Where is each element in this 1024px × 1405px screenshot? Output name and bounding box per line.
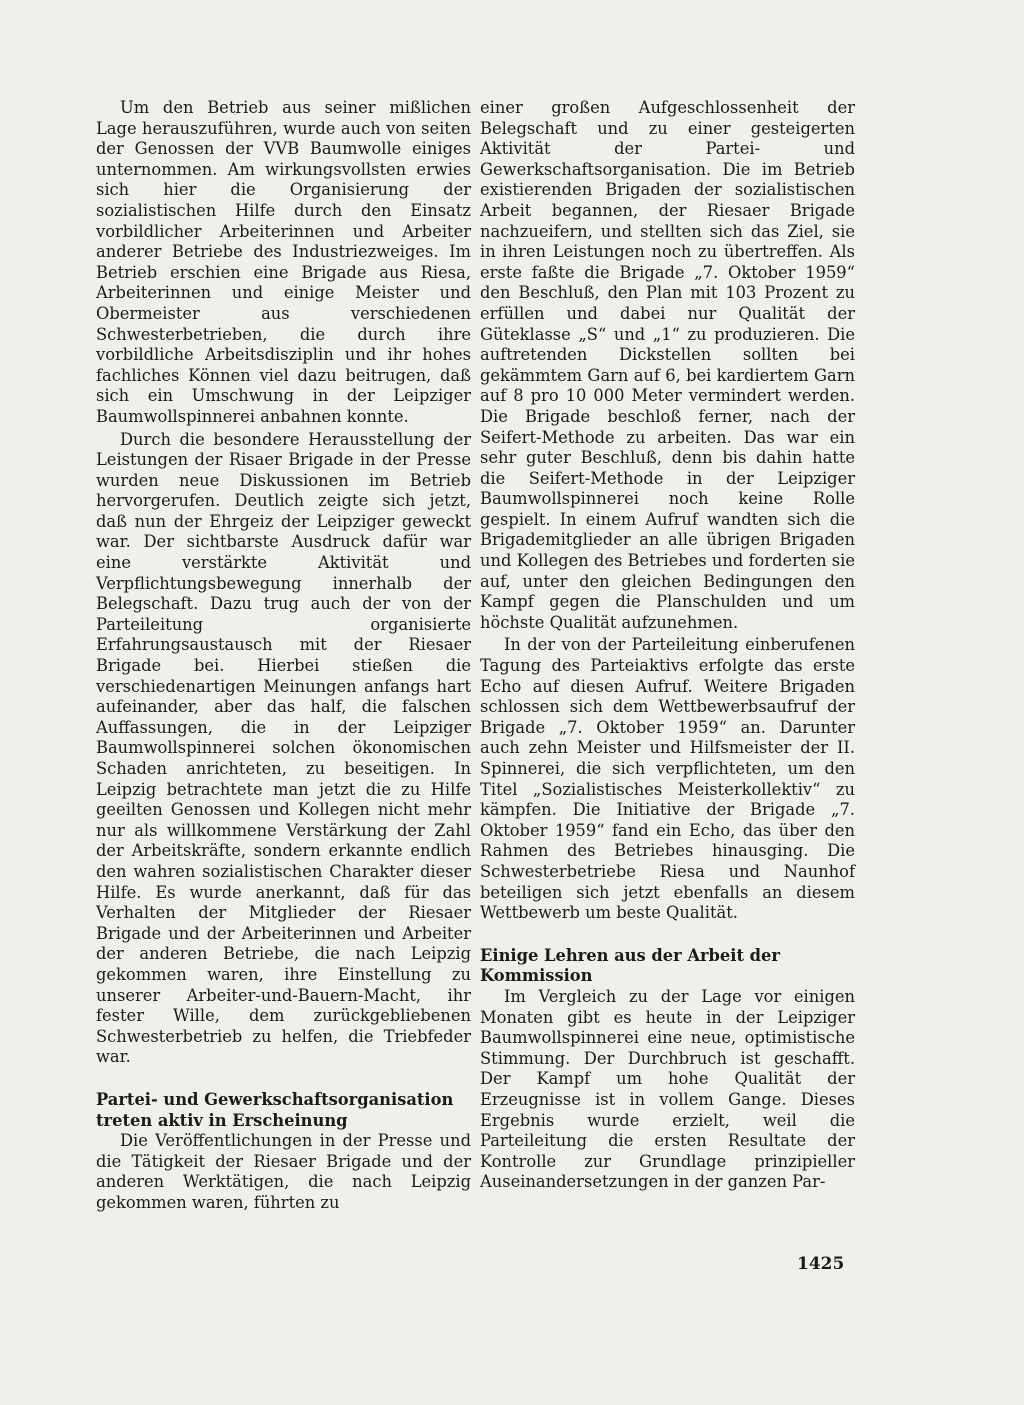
section-heading: Partei- und Gewerkschaftsorganisation treten aktiv in Erscheinung (96, 1089, 454, 1130)
body-paragraph: Die Veröffentlichungen in der Presse und die Tätigkeit der Riesaer Brigade und der anderen Werktätigen, die nach Leipzig gekommen waren, führten zu (96, 1131, 471, 1212)
section-heading: Einige Lehren aus der Arbeit der Kommission (480, 945, 780, 986)
body-paragraph: Im Vergleich zu der Lage vor einigen Monaten gibt es heute in der Leipziger Baumwollspinnerei eine neue, optimistische Stimmung. Der Durchbruch ist geschafft. Der Kampf um hohe Qualität der Erzeugnisse ist in vollem Gange. Dieses Ergebnis wurde erzielt, weil die Parteileitung die ersten Resultate der Kontrolle zur Grundlage prinzipieller Auseinandersetzungen in der ganzen Par- (480, 986, 855, 1192)
body-paragraph: einer großen Aufgeschlossenheit der Belegschaft und zu einer gesteigerten Aktivität der Partei- und Gewerkschaftsorganisation. Die im Betrieb existierenden Brigaden der sozialistischen Arbeit begannen, der Riesaer Brigade nachzueifern, und stellten sich das Ziel, sie in ihren Leistungen noch zu übertreffen. Als erste faßte die Brigade „7. Oktober 1959“ den Beschluß, den Plan mit 103 Prozent zu erfüllen und dabei nur Qualität der Güteklasse „S“ und „1“ zu produzieren. Die auftretenden Dickstellen sollten bei gekämmtem Garn auf 6, bei kardiertem Garn auf 8 pro 10 000 Meter vermindert werden. Die Brigade beschloß ferner, nach der Seifert-Methode zu arbeiten. Das war ein sehr guter Beschluß, denn bis dahin hatte die Seifert-Methode in der Leipziger Baumwollspinnerei noch keine Rolle gespielt. In einem Aufruf wandten sich die Brigademitglieder an alle übrigen Brigaden und Kollegen des Betriebes und forderten sie auf, unter den gleichen Bedingungen den Kampf gegen die Planschulden und um höchste Qualität aufzunehmen. (480, 98, 855, 632)
body-paragraph: In der von der Parteileitung einberufenen Tagung des Parteiaktivs erfolgte das erste Echo auf diesen Aufruf. Weitere Brigaden schlossen sich dem Wettbewerbsaufruf der Brigade „7. Oktober 1959“ an. Darunter auch zehn Meister und Hilfsmeister der II. Spinnerei, die sich verpflichteten, um den Titel „Sozialistisches Meisterkollektiv“ zu kämpfen. Die Initiative der Brigade „7. Oktober 1959“ fand ein Echo, das über den Rahmen des Betriebes hinausging. Die Schwesterbetriebe Riesa und Naunhof beteiligen sich jetzt ebenfalls an diesem Wettbewerb um beste Qualität. (480, 635, 855, 923)
body-paragraph: Durch die besondere Herausstellung der Leistungen der Risaer Brigade in der Presse wurden neue Diskussionen im Betrieb hervorgerufen. Deutlich zeigte sich jetzt, daß nun der Ehrgeiz der Leipziger geweckt war. Der sichtbarste Ausdruck dafür war eine verstärkte Aktivität und Verpflichtungsbewegung innerhalb der Belegschaft. Dazu trug auch der von der Parteileitung organisierte Erfahrungsaustausch mit der Riesaer Brigade bei. Hierbei stießen die verschiedenartigen Meinungen anfangs hart aufeinander, aber das half, die falschen Auffassungen, die in der Leipziger Baumwollspinnerei solchen ökonomischen Schaden anrichteten, zu beseitigen. In Leipzig betrachtete man jetzt die zu Hilfe geeilten Genossen und Kollegen nicht mehr nur als willkommene Verstärkung der Zahl der Arbeitskräfte, sondern erkannte endlich den wahren sozialistischen Charakter dieser Hilfe. Es wurde anerkannt, daß für das Verhalten der Mitglieder der Riesaer Brigade und der Arbeiterinnen und Arbeiter der anderen Betriebe, die nach Leipzig gekommen waren, ihre Einstellung zu unserer Arbeiter-und-Bauern-Macht, ihr fester Wille, dem zurückgebliebenen Schwesterbetrieb zu helfen, die Triebfeder war. (96, 429, 471, 1067)
right-column (480, 98, 855, 1193)
left-column (96, 98, 471, 1213)
page-number: 1425 (797, 1254, 845, 1274)
body-paragraph: Um den Betrieb aus seiner mißlichen Lage herauszuführen, wurde auch von seiten der Genossen der VVB Baumwolle einiges unternommen. Am wirkungsvollsten erwies sich hier die Organisierung der sozialistischen Hilfe durch den Einsatz vorbildlicher Arbeiterinnen und Arbeiter anderer Betriebe des Industriezweiges. Im Betrieb erschien eine Brigade aus Riesa, Arbeiterinnen und einige Meister und Obermeister aus verschiedenen Schwesterbetrieben, die durch ihre vorbildliche Arbeitsdisziplin und ihr hohes fachliches Können viel dazu beitrugen, daß sich ein Umschwung in der Leipziger Baumwollspinnerei anbahnen konnte. (96, 98, 471, 426)
